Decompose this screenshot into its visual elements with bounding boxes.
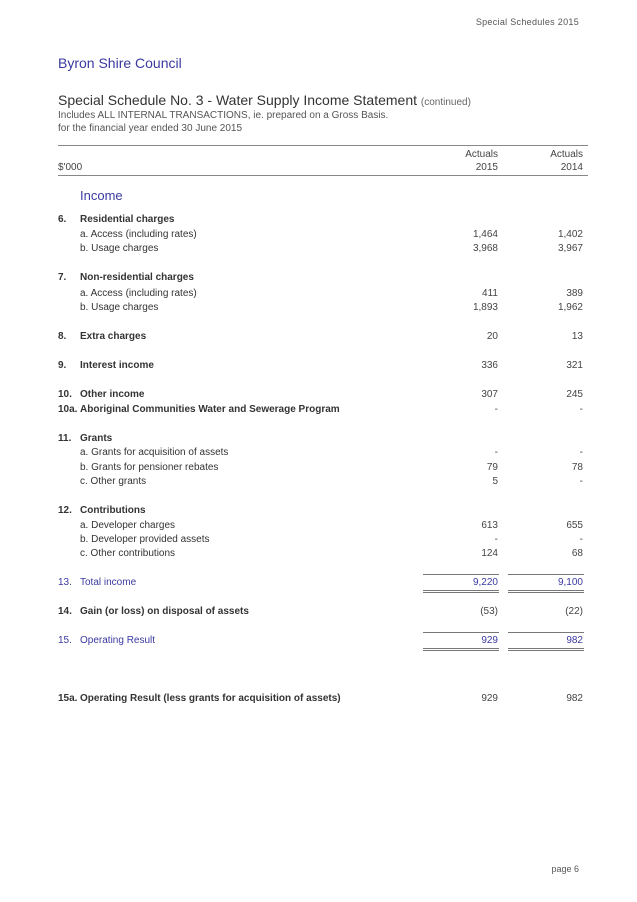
row-label: Non-residential charges (80, 272, 194, 283)
row-label: b. Grants for pensioner rebates (80, 462, 219, 473)
header-bottom-rule (58, 175, 588, 176)
value-2014: 3,967 (557, 243, 583, 254)
value-2015: - (494, 534, 498, 545)
total-bottom-rule-2014 (508, 590, 584, 593)
row-label: Other income (80, 389, 145, 400)
row-label: Grants (80, 433, 113, 444)
section-income-heading: Income (80, 188, 123, 203)
value-2014: 13 (571, 331, 583, 342)
row-label: Contributions (80, 505, 146, 516)
page-title (58, 92, 471, 108)
row-number: 12. (58, 505, 72, 516)
value-2015: 5 (492, 476, 498, 487)
row-label: Aboriginal Communities Water and Sewerage Program (80, 404, 340, 415)
col2-heading: Actuals (550, 149, 583, 160)
result-bottom-rule-2014 (508, 648, 584, 651)
total-top-rule-2014 (508, 574, 584, 575)
document-header: Special Schedules 2015 (475, 17, 579, 27)
row-number: 13. (58, 577, 72, 588)
row-label: Residential charges (80, 214, 175, 225)
title-suffix: (continued) (420, 97, 471, 108)
row-label: Operating Result (less grants for acquisition of assets) (80, 693, 341, 704)
row-label: b. Usage charges (80, 243, 159, 254)
value-2014: 655 (566, 520, 583, 531)
row-label: b. Developer provided assets (80, 534, 210, 545)
row-label: a. Access (including rates) (80, 288, 197, 299)
value-2015: - (494, 447, 498, 458)
value-2014: 982 (566, 693, 583, 704)
row-label-total-income: Total income (80, 577, 137, 588)
value-2014: 78 (571, 462, 583, 473)
header-top-rule (58, 145, 588, 146)
value-2015: 9,220 (472, 577, 498, 588)
row-label: c. Other contributions (80, 548, 176, 559)
row-number: 9. (58, 360, 67, 371)
row-label: Gain (or loss) on disposal of assets (80, 606, 249, 617)
row-label: a. Developer charges (80, 520, 176, 531)
value-2015: 1,464 (472, 229, 498, 240)
value-2014: 982 (566, 635, 583, 646)
row-number: 6. (58, 214, 67, 225)
value-2014: 1,962 (557, 302, 583, 313)
value-2015: (53) (480, 606, 498, 617)
unit-label: $'000 (58, 162, 83, 173)
value-2014: 245 (566, 389, 583, 400)
value-2014: - (579, 404, 583, 415)
row-label: c. Other grants (80, 476, 147, 487)
title-main: Special Schedule No. 3 - Water Supply Income Statement (58, 92, 417, 108)
value-2014: 389 (566, 288, 583, 299)
col1-heading: Actuals (465, 149, 498, 160)
result-bottom-rule-2015 (423, 648, 499, 651)
note-financial-year: for the financial year ended 30 June 2015 (58, 123, 243, 134)
value-2015: 3,968 (472, 243, 498, 254)
row-label: a. Grants for acquisition of assets (80, 447, 229, 458)
value-2015: 307 (481, 389, 498, 400)
row-label: a. Access (including rates) (80, 229, 197, 240)
row-label: Interest income (80, 360, 154, 371)
row-number: 10. (58, 389, 72, 400)
value-2014: 321 (566, 360, 583, 371)
result-top-rule-2014 (508, 632, 584, 633)
value-2015: 336 (481, 360, 498, 371)
row-number: 15. (58, 635, 72, 646)
value-2015: 1,893 (472, 302, 498, 313)
result-top-rule-2015 (423, 632, 499, 633)
value-2014: 68 (571, 548, 583, 559)
value-2015: 124 (481, 548, 498, 559)
note-internal-transactions: Includes ALL INTERNAL TRANSACTIONS, ie. prepared on a Gross Basis. (58, 110, 389, 121)
row-number: 11. (58, 433, 72, 444)
row-number: 8. (58, 331, 67, 342)
value-2015: 411 (482, 288, 498, 299)
value-2015: 613 (481, 520, 498, 531)
total-top-rule-2015 (423, 574, 499, 575)
value-2015: - (494, 404, 498, 415)
council-name: Byron Shire Council (58, 55, 182, 71)
value-2015: 20 (486, 331, 498, 342)
row-number: 10a. (58, 404, 78, 415)
row-label: Extra charges (80, 331, 147, 342)
row-number: 15a. (58, 693, 78, 704)
row-label: b. Usage charges (80, 302, 159, 313)
value-2015: 929 (481, 693, 498, 704)
value-2014: - (579, 476, 583, 487)
col1-year: 2015 (475, 162, 498, 173)
value-2014: - (579, 447, 583, 458)
col2-year: 2014 (560, 162, 583, 173)
total-bottom-rule-2015 (423, 590, 499, 593)
value-2014: - (579, 534, 583, 545)
value-2015: 929 (481, 635, 498, 646)
page-number: page 6 (551, 864, 579, 874)
value-2015: 79 (486, 462, 498, 473)
value-2014: 9,100 (557, 577, 583, 588)
row-number: 7. (58, 272, 67, 283)
value-2014: (22) (565, 606, 583, 617)
value-2014: 1,402 (557, 229, 583, 240)
row-label-operating-result: Operating Result (80, 635, 156, 646)
row-number: 14. (58, 606, 72, 617)
